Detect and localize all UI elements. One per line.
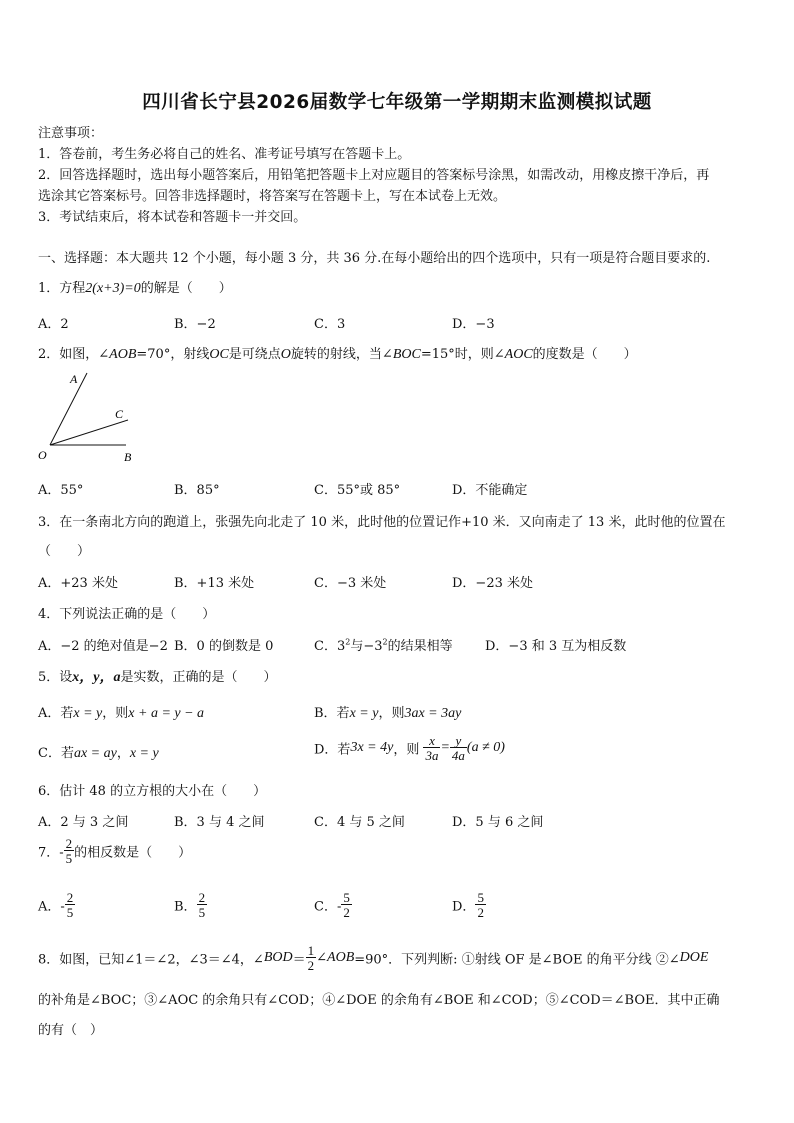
q1-option-b: B．−2 [174, 317, 216, 332]
notice-item-3: 3．考试结束后，将本试卷和答题卡一并交回。 [38, 210, 307, 225]
q6-option-d: D．5 与 6 之间 [452, 815, 544, 830]
ray-oc [50, 420, 128, 445]
label-a: A [70, 372, 78, 386]
question-1-stem: 1．方程2(x+3)=0的解是（ ） [38, 281, 232, 296]
angle-figure [36, 368, 146, 464]
q7-option-c: C．- $\frac{5}{2}$ [314, 890, 350, 920]
notice-item-2-cont: 选涂其它答案标号。回答非选择题时，将答案写在答题卡上，写在本试卷上无效。 [38, 189, 507, 204]
q7-option-d: D． $\frac{5}{2}$ [452, 890, 484, 920]
q6-option-a: A．2 与 3 之间 [38, 815, 129, 830]
section-heading: 一、选择题：本大题共 12 个小题，每小题 3 分，共 36 分.在每小题给出的四个选项中，只有一项是符合题目要求的. [38, 251, 711, 266]
q7-option-b: B． $\frac{2}{5}$ [174, 890, 206, 920]
q6-option-c: C．4 与 5 之间 [314, 815, 405, 830]
question-2-stem: 2．如图，∠AOB=70°，射线OC是可绕点O旋转的射线，当∠BOC=15°时，则∠AOC的度数是（ ） [38, 347, 637, 362]
q2-option-a: A．55° [38, 483, 84, 498]
notice-heading: 注意事项： [38, 126, 104, 141]
question-3-stem-cont: （ ） [38, 544, 91, 559]
q4-option-a: A．−2 的绝对值是−2 [38, 639, 168, 654]
q1-option-d: D．−3 [452, 317, 495, 332]
q3-option-a: A．+23 米处 [38, 576, 118, 591]
page-title: 四川省长宁县2026届数学七年级第一学期期末监测模拟试题 [142, 92, 652, 113]
q6-option-b: B．3 与 4 之间 [174, 815, 265, 830]
q2-option-c: C．55°或 85° [314, 483, 401, 498]
q2-option-b: B．85° [174, 483, 220, 498]
label-o: O [38, 448, 47, 462]
question-8-stem: 8．如图，已知∠1＝∠2，∠3＝∠4，∠BOD＝ $\frac{1}{2}$ ∠AOB=90°．下列判断: ①射线 OF 是∠BOE 的角平分线 ②∠DOE [38, 943, 709, 973]
question-7-stem: 7．- $\frac{2}{5}$ 的相反数是（ ） [38, 836, 192, 866]
q3-option-d: D．−23 米处 [452, 576, 533, 591]
q1-equation: 2(x+3)=0 [85, 281, 141, 296]
q2-option-d: D．不能确定 [452, 483, 528, 498]
q4-option-c: C．$3^2$与$-3^2$的结果相等 [314, 637, 453, 654]
label-b: B [124, 450, 132, 464]
notice-item-2: 2．回答选择题时，选出每小题答案后，用铅笔把答题卡上对应题目的答案标号涂黑，如需改动，用橡皮擦干净后，再 [38, 168, 710, 183]
question-8-stem-cont: 的补角是∠BOC；③∠AOC 的余角只有∠COD；④∠DOE 的余角有∠BOE 和∠COD；⑤∠COD＝∠BOE．其中正确 [38, 993, 720, 1008]
q1-option-c: C．3 [314, 317, 346, 332]
notice-item-1: 1．答卷前，考生务必将自己的姓名、准考证号填写在答题卡上。 [38, 147, 411, 162]
label-c: C [115, 407, 124, 421]
question-8-stem-end: 的有（ ） [38, 1023, 104, 1038]
q5-option-a: A．若x = y，则x + a = y − a [38, 706, 205, 721]
q1-option-a: A．2 [38, 317, 69, 332]
q3-option-b: B．+13 米处 [174, 576, 255, 591]
q4-option-d: D．−3 和 3 互为相反数 [485, 639, 627, 654]
question-5-stem: 5．设x，y，a是实数，正确的是（ ） [38, 670, 277, 685]
q7-option-a: A．- $\frac{2}{5}$ [38, 890, 74, 920]
q4-option-b: B．0 的倒数是 0 [174, 639, 274, 654]
question-6-stem: 6．估计 48 的立方根的大小在（ ） [38, 784, 267, 799]
q5-option-c: C．若ax = ay，x = y [38, 746, 159, 761]
q5-option-b: B．若x = y，则3ax = 3ay [314, 706, 462, 721]
q3-option-c: C．−3 米处 [314, 576, 387, 591]
question-4-stem: 4．下列说法正确的是（ ） [38, 607, 216, 622]
ray-oa [50, 373, 87, 445]
question-3-stem: 3．在一条南北方向的跑道上，张强先向北走了 10 米，此时他的位置记作+10 米．又向南走了 13 米，此时他的位置在 [38, 515, 726, 530]
q5-option-d: D．若3x = 4y，则 $\frac{x}{3a}$ = $\frac{y}{4a}$ (a ≠ 0) [314, 733, 505, 763]
